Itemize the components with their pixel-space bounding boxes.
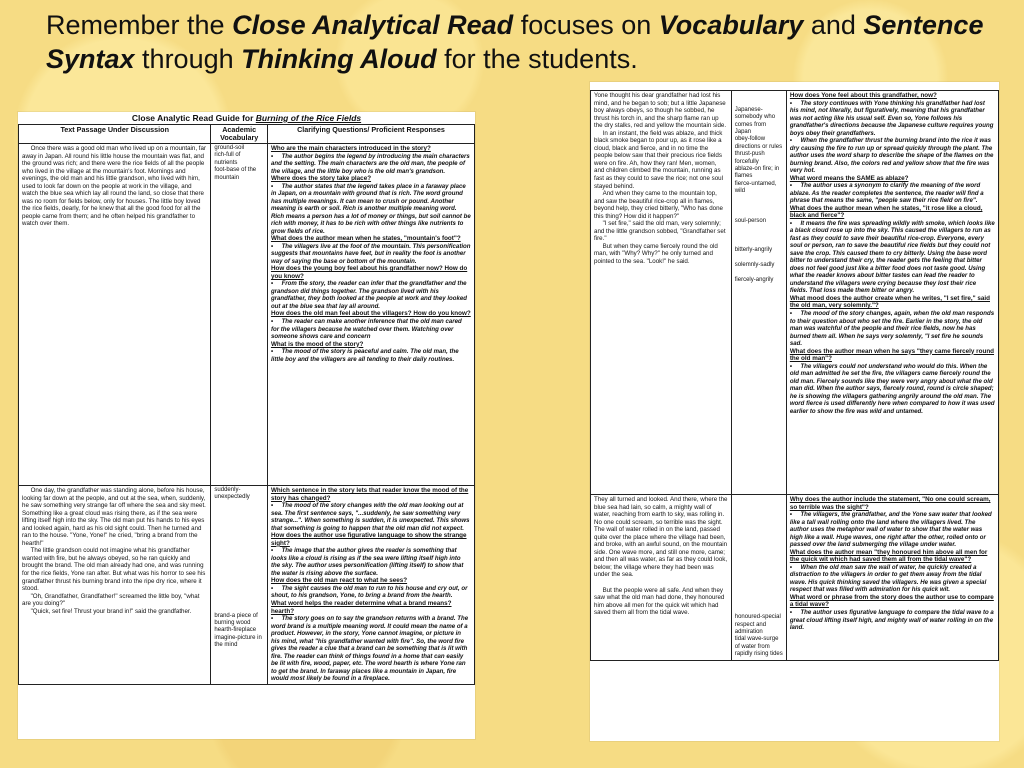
vocab-entry	[214, 546, 264, 553]
proficient-response: • The sight causes the old man to run to his house and cry out, or shout, to his grandson, Yone, to bring a brand from the hearth.	[271, 585, 471, 600]
vocab-entry	[735, 563, 783, 570]
vocab-entry	[735, 526, 783, 533]
clarifying-question: Which sentence in the story lets that reader know the mood of the story has changed?	[270, 487, 469, 502]
vocab-entry	[735, 196, 783, 203]
vocab-entry	[735, 511, 783, 518]
vocab-entry	[735, 233, 783, 240]
vocab-entry: imagine-picture in the mind	[214, 634, 262, 649]
slide-heading	[46, 8, 986, 76]
vocab-entry: fierce-untamed, wild	[734, 180, 777, 195]
proficient-response: • It means the fire was spreading wildly with smoke, which looks like a black cloud rose up into the sky. This caused the villagers to run as fast as they could to save their beautiful rice-crop. Everyone, every soul or person, ran to save the beautiful rice fields but they could not save the crop. This caused them to cry bitterly. Using the base word bitter to understand their cry, the reader gets the feeling that bitter does not feel good just like a bitter food does not taste good. Using what the reader knows about bitter tastes can lead the reader to understand the villagers were crying because they lost their rice fields. That loss made them bitter or angry.	[790, 220, 995, 295]
clarifying-question: What word helps the reader determine what a brand means? hearth?	[270, 599, 452, 615]
proficient-response: • The mood of the story is peaceful and calm. The old man, the little boy and the villagers are all tending to their daily routines.	[271, 348, 471, 363]
vocab-entry	[735, 577, 783, 584]
vocab-entry: brand-a piece of burning wood	[214, 612, 258, 627]
vocab-entry: thrust-push forcefully	[734, 151, 765, 165]
vocab-entry: fiercely-angrily	[734, 277, 774, 283]
clarifying-question: How does the young boy feel about his grandfather now? How do you know?	[270, 265, 468, 280]
proficient-response: • The reader can make another inference that the old man cared for the villagers because he watched over them. Watching over someone shows care and concern	[271, 318, 471, 341]
vocab-entry	[735, 496, 783, 503]
heading-text: for the students.	[436, 44, 638, 74]
heading-emphasis: Thinking Aloud	[241, 44, 437, 74]
left-document-page	[18, 112, 475, 739]
clarifying-question: Where does the story take place?	[270, 175, 372, 183]
vocab-entry: Japanese-somebody who comes from Japan	[734, 106, 776, 135]
qa-cell	[786, 495, 998, 661]
clarifying-question: What does the author mean "they honoured him above all men for the quick wit which had saved them all from the tidal wave"?	[789, 548, 988, 564]
heading-emphasis: Close Analytical Read	[232, 10, 514, 40]
proficient-response: • From the story, the reader can infer that the grandfather and the grandson did things together. The grandson lived with his grandfather, they both looked at the people at work and they looked out at the blue sea that lay all around.	[271, 280, 471, 310]
vocab-entry	[214, 576, 264, 583]
vocab-entry: ablaze-on fire; in flames	[734, 166, 780, 180]
vocab-entry	[214, 509, 264, 516]
vocab-entry	[735, 270, 783, 277]
passage-cell: One day, the grandfather was standing alone, before his house, looking far down at the people, and out at the sea, when, suddenly, he saw something very strange far off where the sea and sky meet. Something like a great cloud was rising there, as if the sea were lifting itself high into the sky. The old man put his hands to his eyes and looked again, hard as his old sight could. Then he turned and ran to the house. "Yone, Yone!" he cried, "bring a brand from the hearth!" The little grandson could not imagine what his grandfather wanted with fire, but he always obeyed, so he ran quickly and brought the brand. The old man already had one, and was running for the rice fields, Yone ran after. But what was his horror to see his grandfather thrust his burning brand into the ripe dry rice, where it stood. "Oh, Grandfather, Grandfather!" screamed the little boy, "what are you doing?" "Quick, set fire! Thrust your brand in!" said the grandfather.	[19, 486, 211, 685]
vocab-cell	[211, 486, 268, 685]
vocab-entry	[214, 591, 264, 598]
vocab-entry	[214, 561, 264, 568]
title-prefix: Close Analytic Read Guide for	[131, 113, 256, 123]
clarifying-question: What is the mood of the story?	[270, 340, 364, 348]
clarifying-question: Who are the main characters introduced in the story?	[270, 145, 431, 152]
vocab-entry	[735, 203, 783, 210]
vocab-entry	[735, 592, 783, 599]
vocab-entry: solemnly-sadly	[734, 262, 775, 269]
table-row	[591, 495, 999, 661]
vocab-entry: rich-full of nutrients	[214, 152, 241, 166]
table-row	[19, 486, 475, 685]
proficient-response: • The author uses figurative language to compare the tidal wave to a great cloud lifting itself high, and mighty wall of water rolling in on the land.	[790, 609, 995, 632]
proficient-response: • The story goes on to say the grandson returns with a brand. The word brand is a multiple meaning word. It could mean the name of a product. However, in the story, Yone cannot imagine, or picture in his mind, what "his grandfather wanted with fire". So, the word fire gives the reader a clue that a brand can be something that is lit with fire. The reader can think of things found in a home that can easily be lit with fire, wood, paper, etc. The word hearth is where Yone ran to get the brand. In faraway places like a mountain in Japan, fire would most likely be found in a fireplace.	[271, 615, 471, 683]
vocab-entry	[735, 607, 783, 614]
vocab-entry	[214, 524, 264, 531]
passage-cell: Once there was a good old man who lived up on a mountain, far away in Japan. All round his little house the mountain was flat, and the ground was rich; and there were the rice fields of all the people who lived in the village at the mountain's foot. Mornings and evenings, the old man and his little grandson, who lived with him, used to look far down on the people at work in the village, and watch the blue sea which lay all round the land, so close that there was no room for fields below, only for houses. The little boy loved the rice fields, dearly, for he knew that all the good food for all the people came from them; and he often helped his grandfather to watch over them.	[19, 144, 211, 486]
proficient-response: • The author uses a synonym to clarify the meaning of the word ablaze. As the reader completes the sentence, the reader will find a phrase that means the same, "people saw their rice field on fire".	[790, 182, 995, 205]
vocab-entry	[735, 540, 783, 547]
vocab-entry	[735, 570, 783, 577]
vocab-entry	[214, 517, 264, 524]
passage-cell: Yone thought his dear grandfather had lost his mind, and he began to sob; but a little Japanese boy always obeys, so though he sobbed, he thrust his torch in, and the sharp flame ran up the dry stalks, red and yellow the mountain side. In an instant, the field was ablaze, and thick black smoke began to pour up, as it rose like a cloud, black and fierce, and in no time the people below saw that their precious rice fields were on fire. Ah, how they ran! Men, women, and children climbed the mountain, running as fast as they could to save the rice; not one soul stayed behind. And when they came to the mountain top, and saw the beautiful rice-crop all in flames, beyond help, they cried bitterly, "Who has done this thing? How did it happen?" "I set fire," said the old man, very solemnly; and the little grandson sobbed, "Grandfather set fire." But when they came fiercely round the old man, with "Why? Why?" he only turned and pointed to the sea. "Look!" he said.	[591, 91, 732, 495]
title-story-name: Burning of the Rice Fields	[255, 113, 362, 123]
vocab-entry	[214, 605, 264, 612]
clarifying-question: What mood does the author create when he writes, "I set fire," said the old man, very solemnly."?	[789, 294, 990, 310]
qa-cell	[267, 486, 474, 685]
vocab-entry	[214, 554, 264, 561]
vocab-entry: obey-follow directions or rules	[734, 136, 783, 150]
vocab-entry	[214, 531, 264, 538]
qa-cell	[786, 91, 998, 495]
vocab-cell	[731, 91, 786, 495]
vocab-entry: soul-person	[734, 217, 767, 224]
vocab-entry	[735, 518, 783, 525]
vocab-entry: bitterly-angrily	[734, 247, 773, 254]
vocab-entry	[214, 598, 264, 605]
vocab-entry	[735, 210, 783, 217]
vocab-entry: hearth-fireplace	[214, 627, 257, 634]
vocab-entry	[214, 502, 264, 509]
vocab-entry	[735, 255, 783, 262]
clarifying-question: Why does the author include the statement, "No one could scream, so terrible was the sight"?	[789, 496, 991, 511]
clarifying-question: How does the old man feel about the villagers? How do you know?	[270, 310, 471, 318]
vocab-entry	[735, 99, 783, 106]
passage-cell: They all turned and looked. And there, where the blue sea had lain, so calm, a mighty wall of water, reaching from earth to sky, was rolling in. No one could scream, so terrible was the sight. The wall of water rolled in on the land, passed quite over the place where the village had been, and broke, with an awful sound, on the mountain side. One wave more, and still one more, came; and then all was water, as far as they could look, below; the village where they had been was under the sea. But the people were all safe. And when they saw what the old man had done, they honoured him above all men for the quick wit which had saved them all from the tidal wave.	[591, 495, 732, 661]
column-header: Academic Vocabulary	[211, 125, 268, 144]
heading-text: Remember the	[46, 10, 233, 40]
proficient-response: • The image that the author gives the reader is something that looks like a cloud is rising as if the sea were lifting itself high into the sky. The author uses personification (lifting itself) to show that the water is rising above the surface.	[271, 547, 471, 577]
vocab-entry: ground-soil	[214, 145, 245, 151]
right-document-page	[590, 82, 999, 741]
vocab-entry	[735, 225, 783, 232]
vocab-entry: honoured-special respect and admiration	[734, 614, 781, 636]
heading-emphasis: Sentence Syntax	[46, 10, 984, 74]
proficient-response: • The villagers could not understand who would do this. When the old man admitted he set the fire, the villagers came fiercely round the old man. Fiercely sounds like they were very angry about what the old man did. When the author says, fiercely round, round is circle shaped; he is showing the villagers gathering angrily around the old man. The word fierce is used differently here when compared to how it was used earlier to show the fire was wild and untamed.	[790, 363, 995, 416]
clarifying-question: What word or phrase from the story does the author use to compare a tidal wave?	[789, 593, 994, 609]
vocab-entry	[735, 92, 783, 99]
proficient-response: • The author begins the legend by introducing the main characters and the setting. The main characters are the old man, the people of the village, and the little boy who is the old man's grandson.	[271, 153, 471, 176]
heading-text: through	[134, 44, 242, 74]
proficient-response: • The villagers, the grandfather, and the Yone saw water that looked like a tall wall rolling onto the land where the villagers lived. The author uses the metaphor wall of water to show that the water was high like a wall. Huge waves, one right after the other, rolled onto or passed over the land submerging the village under water.	[790, 511, 995, 549]
table-header-row	[19, 125, 475, 144]
clarifying-question: How does Yone feel about this grandfather, now?	[789, 92, 937, 99]
clarifying-question: What word means the SAME as ablaze?	[789, 174, 909, 182]
vocab-entry	[735, 240, 783, 247]
clarifying-question: How does the author use figurative language to show the strange sight?	[270, 532, 467, 547]
table-row	[19, 144, 475, 486]
vocab-entry	[735, 503, 783, 510]
clarifying-question: What does the author mean when he states, "it rose like a cloud, black and fierce"?	[789, 204, 983, 220]
vocab-entry	[214, 539, 264, 546]
guide-table-continued	[590, 90, 999, 661]
proficient-response: • The author states that the legend takes place in a faraway place in Japan, on a mountain with ground that is rich. The word ground has multiple meanings. It can mean to crush or pound. Another meaning is earth or soil. Rich is another multiple meaning word. Rich means a person has a lot of money or things, but soil cannot be rich with money, it has to be rich with other things like nutrients to grow fields of rice.	[271, 183, 471, 236]
clarifying-question: What does the author mean when he says "they came fiercely round the old man"?	[789, 347, 995, 363]
vocab-entry	[735, 599, 783, 606]
heading-text: focuses on	[513, 10, 659, 40]
vocab-entry	[214, 568, 264, 575]
column-header: Clarifying Questions/ Proficient Responses	[267, 125, 474, 144]
proficient-response: • When the grandfather thrust the burning brand into the rice it was dry causing the fire to run up or spread quickly through the plant. The author uses the word sharp to describe the shape of the flames on the burning brand. Also, the colors red and yellow show that the fire was very hot.	[790, 137, 995, 175]
column-header: Text Passage Under Discussion	[19, 125, 211, 144]
proficient-response: • The villagers live at the foot of the mountain. This personification suggests that mountains have feet, but in reality the foot is another way of saying the base or bottom of the mountain.	[271, 243, 471, 266]
guide-table	[18, 124, 475, 685]
clarifying-question: How does the old man react to what he sees?	[270, 577, 408, 585]
vocab-entry	[735, 533, 783, 540]
vocab-cell	[211, 144, 268, 486]
vocab-entry	[735, 548, 783, 555]
proficient-response: • The story continues with Yone thinking his grandfather had lost his mind, not literally, but figuratively, meaning that his grandfather was not acting like his usual self. Even so, Yone follows his grandfather's directions because the Japanese culture requires young boys obey their grandfathers.	[790, 100, 995, 138]
proficient-response: • The mood of the story changes with the old man looking out at sea. The first sentence says, "...suddenly, he saw something very strange...". When something is sudden, it is unexpected. This shows that something is going to happen that the old man did not expect.	[271, 502, 471, 532]
vocab-entry: tidal wave-surge of water from rapidly rising tides	[734, 636, 783, 658]
vocab-entry	[214, 583, 264, 590]
heading-emphasis: Vocabulary	[658, 10, 804, 40]
qa-cell	[267, 144, 474, 486]
vocab-entry	[735, 555, 783, 562]
proficient-response: • The mood of the story changes, again, when the old man responds to their question about who set the fire. Earlier in the story, the old man was watchful of the people and their rice fields, now he has burned them all. When he says very solemnly, "I set fire he sounds sad.	[790, 310, 995, 348]
heading-text: and	[803, 10, 864, 40]
table-row	[591, 91, 999, 495]
vocab-entry: suddenly-unexpectedly	[214, 487, 250, 501]
vocab-entry: foot-base of the mountain	[214, 167, 257, 181]
document-title	[18, 112, 475, 124]
clarifying-question: What does the author mean when he states, "mountain's foot"?	[270, 235, 461, 243]
proficient-response: • When the old man saw the wall of water, he quickly created a distraction to the villagers in order to get them away from the tidal wave. His quick thinking saved the villagers. He was given a special respect that was filled with admiration for his quick wit.	[790, 564, 995, 594]
vocab-cell	[731, 495, 786, 661]
vocab-entry	[735, 585, 783, 592]
